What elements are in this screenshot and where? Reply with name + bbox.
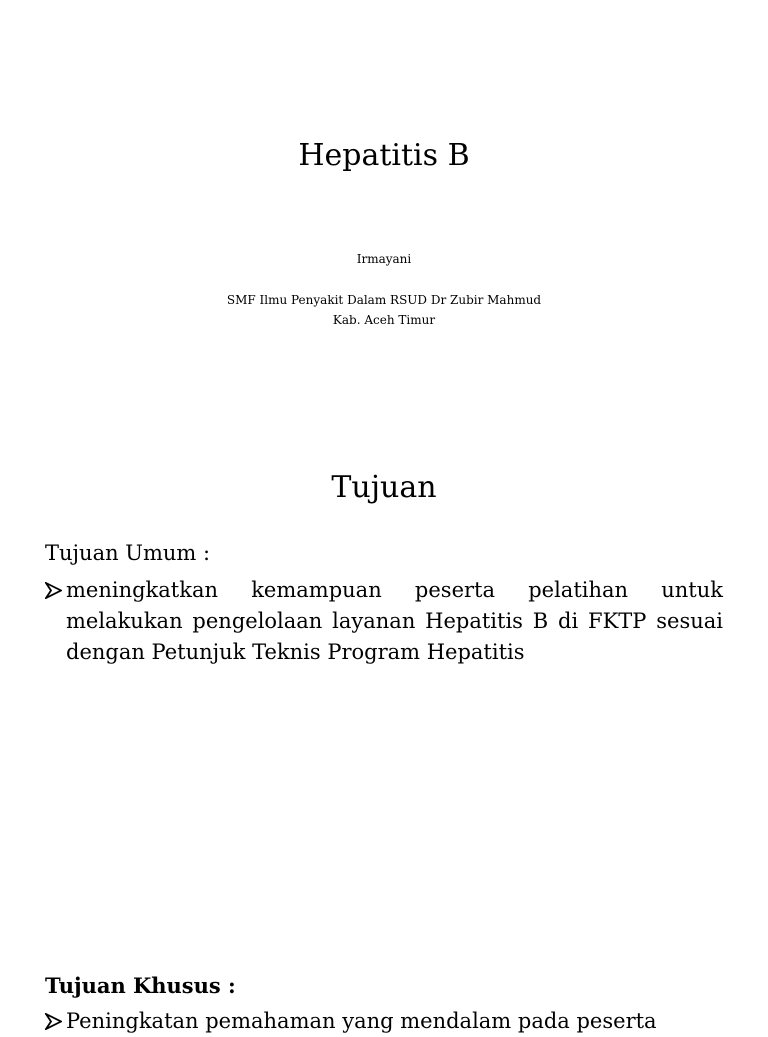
bullet-text: meningkatkan kemampuan peserta pelatihan untuk melakukan pengelolaan layanan Hepatitis B di FKTP sesuai dengan Petunjuk Teknis Program Hepatitis <box>66 578 723 664</box>
arrow-bullet-icon <box>45 575 66 606</box>
specific-objective-heading: Tujuan Khusus : <box>45 973 236 998</box>
slide-title: Hepatitis B <box>298 138 470 173</box>
general-objective-heading: Tujuan Umum : <box>45 541 211 565</box>
arrow-bullet-icon <box>45 1006 66 1037</box>
slide-title: Tujuan <box>331 470 437 505</box>
bullet-text: Peningkatan pemahaman yang mendalam pada peserta <box>66 1009 657 1033</box>
bullet-item <box>45 1006 723 1037</box>
bullet-item <box>45 575 723 668</box>
affiliation-line: SMF Ilmu Penyakit Dalam RSUD Dr Zubir Mahmud <box>226 293 542 307</box>
author-name: Irmayani <box>356 252 412 266</box>
affiliation-line: Kab. Aceh Timur <box>332 313 436 327</box>
